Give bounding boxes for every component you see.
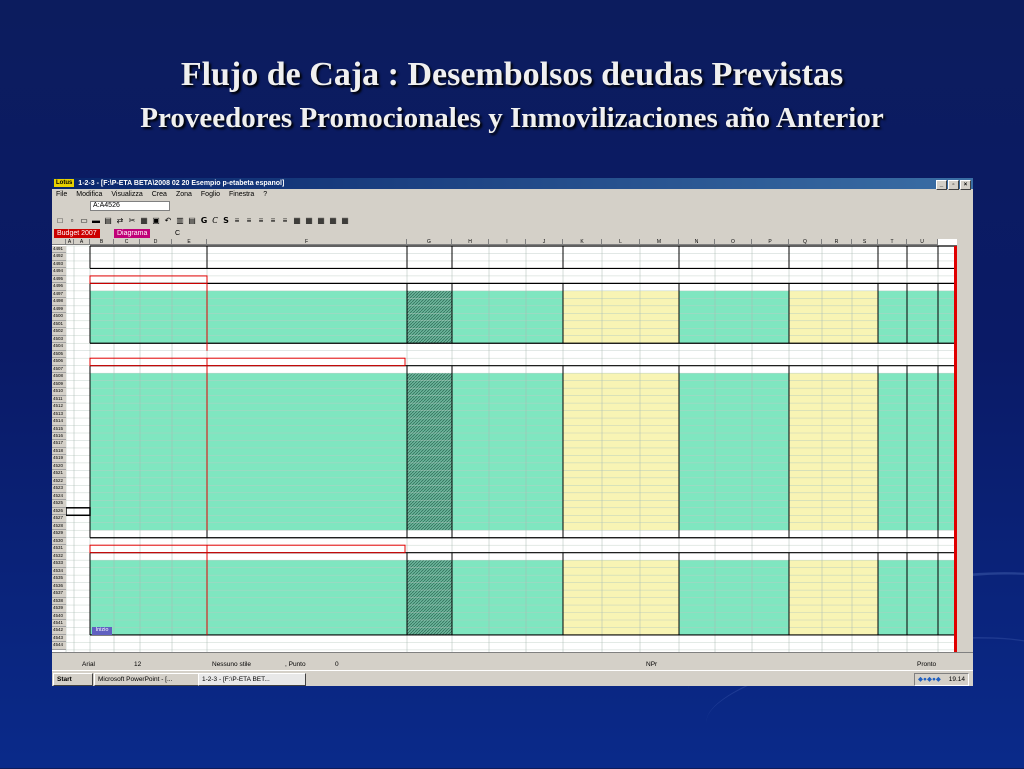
estado-hatched-cell bbox=[407, 328, 452, 335]
toolbar-button-icon[interactable]: ▦ bbox=[293, 216, 301, 225]
estado-hatched-cell bbox=[407, 418, 452, 425]
column-header[interactable]: O bbox=[715, 239, 752, 245]
quarter-highlight bbox=[563, 515, 679, 522]
row-header[interactable]: 4538 bbox=[52, 598, 66, 605]
start-button[interactable]: Start bbox=[53, 673, 93, 686]
quarter-highlight bbox=[789, 396, 878, 403]
status-size[interactable]: 12 bbox=[134, 661, 142, 668]
row-header[interactable]: 4541 bbox=[52, 620, 66, 627]
clock: 19.14 bbox=[948, 676, 965, 683]
row-header[interactable]: 4537 bbox=[52, 590, 66, 597]
quarter-highlight bbox=[789, 515, 878, 522]
estado-hatched-cell bbox=[407, 463, 452, 470]
row-header[interactable]: 4528 bbox=[52, 523, 66, 530]
row-header[interactable]: 4512 bbox=[52, 403, 66, 410]
quarter-highlight bbox=[789, 298, 878, 305]
estado-hatched-cell bbox=[407, 426, 452, 433]
column-header[interactable]: R bbox=[822, 239, 852, 245]
estado-hatched-cell bbox=[407, 568, 452, 575]
quarter-highlight bbox=[563, 313, 679, 320]
quarter-highlight bbox=[789, 560, 878, 567]
row-header[interactable]: 4500 bbox=[52, 313, 66, 320]
quarter-highlight bbox=[563, 396, 679, 403]
estado-hatched-cell bbox=[407, 627, 452, 634]
quarter-highlight bbox=[789, 485, 878, 492]
menu-item-1[interactable]: Modifica bbox=[76, 191, 103, 198]
column-header[interactable]: Q bbox=[789, 239, 822, 245]
quarter-highlight bbox=[563, 411, 679, 418]
sheet-tab-0[interactable]: Budget 2007 bbox=[54, 229, 100, 238]
row-header[interactable]: 4520 bbox=[52, 463, 66, 470]
selected-cell bbox=[66, 508, 90, 515]
row-header[interactable]: 4530 bbox=[52, 538, 66, 545]
column-header[interactable]: K bbox=[563, 239, 602, 245]
windows-taskbar bbox=[52, 670, 973, 686]
toolbar-button-icon[interactable]: ▭ bbox=[80, 216, 88, 225]
row-header[interactable]: 4539 bbox=[52, 605, 66, 612]
row-header[interactable]: 4497 bbox=[52, 291, 66, 298]
quarter-highlight bbox=[563, 328, 679, 335]
status-decimals[interactable]: 0 bbox=[335, 661, 339, 668]
system-tray bbox=[914, 673, 969, 686]
quarter-highlight bbox=[789, 373, 878, 380]
row-header[interactable]: 4513 bbox=[52, 411, 66, 418]
quarter-highlight bbox=[563, 523, 679, 530]
quarter-highlight bbox=[789, 620, 878, 627]
quarter-highlight bbox=[789, 568, 878, 575]
row-header[interactable]: 4510 bbox=[52, 388, 66, 395]
quarter-highlight bbox=[563, 298, 679, 305]
estado-hatched-cell bbox=[407, 613, 452, 620]
estado-hatched-cell bbox=[407, 388, 452, 395]
quarter-highlight bbox=[789, 575, 878, 582]
row-header[interactable]: 4518 bbox=[52, 448, 66, 455]
row-header[interactable]: 4491 bbox=[52, 246, 66, 253]
quarter-highlight bbox=[789, 478, 878, 485]
row-header[interactable]: 4499 bbox=[52, 306, 66, 313]
row-header[interactable]: 4501 bbox=[52, 321, 66, 328]
row-header[interactable]: 4524 bbox=[52, 493, 66, 500]
menu-item-7[interactable]: ? bbox=[263, 191, 268, 198]
vertical-scrollbar[interactable] bbox=[957, 239, 973, 652]
row-header[interactable]: 4492 bbox=[52, 253, 66, 260]
quarter-highlight bbox=[563, 500, 679, 507]
toolbar-button-icon[interactable]: ▦ bbox=[329, 216, 337, 225]
row-header[interactable]: 4529 bbox=[52, 530, 66, 537]
quarter-highlight bbox=[563, 426, 679, 433]
row-header[interactable]: 4523 bbox=[52, 485, 66, 492]
toolbar-button-icon[interactable]: 𝗚 bbox=[200, 216, 208, 225]
estado-hatched-cell bbox=[407, 575, 452, 582]
status-format[interactable]: , Punto bbox=[285, 661, 306, 668]
estado-hatched-cell bbox=[407, 485, 452, 492]
quarter-highlight bbox=[563, 388, 679, 395]
quarter-highlight bbox=[563, 470, 679, 477]
column-header[interactable]: F bbox=[207, 239, 407, 245]
quarter-highlight bbox=[563, 613, 679, 620]
row-header[interactable]: 4519 bbox=[52, 455, 66, 462]
quarter-highlight bbox=[789, 583, 878, 590]
toolbar-button-icon[interactable]: ▦ bbox=[140, 216, 148, 225]
row-header[interactable]: 4544 bbox=[52, 642, 66, 649]
quarter-highlight bbox=[563, 448, 679, 455]
taskbar-item-lotus[interactable]: 1-2-3 - [F:\P-ETA BET... bbox=[198, 673, 306, 686]
menu-item-4[interactable]: Zona bbox=[175, 191, 192, 198]
column-header[interactable]: B bbox=[90, 239, 114, 245]
quarter-highlight bbox=[789, 523, 878, 530]
estado-hatched-cell bbox=[407, 396, 452, 403]
row-header[interactable]: 4540 bbox=[52, 613, 66, 620]
row-header[interactable]: 4506 bbox=[52, 358, 66, 365]
estado-hatched-cell bbox=[407, 493, 452, 500]
toolbar-button-icon[interactable]: ≡ bbox=[234, 216, 240, 225]
quarter-highlight bbox=[789, 328, 878, 335]
row-header[interactable]: 4517 bbox=[52, 440, 66, 447]
menu-item-3[interactable]: Crea bbox=[151, 191, 167, 198]
toolbar-button-icon[interactable]: ▣ bbox=[152, 216, 160, 225]
select-all-corner[interactable] bbox=[52, 239, 66, 245]
quarter-highlight bbox=[789, 448, 878, 455]
column-header[interactable]: I bbox=[489, 239, 526, 245]
status-ready: Pronto bbox=[917, 661, 937, 668]
section-box bbox=[90, 276, 207, 283]
status-style[interactable]: Nessuno stile bbox=[212, 661, 252, 668]
quarter-highlight bbox=[563, 306, 679, 313]
sheet-tabs bbox=[52, 228, 973, 238]
lotus-123-window bbox=[52, 178, 973, 686]
column-header[interactable]: A bbox=[74, 239, 90, 245]
quarter-highlight bbox=[563, 433, 679, 440]
toolbar-button-icon[interactable]: ≡ bbox=[246, 216, 252, 225]
quarter-highlight bbox=[789, 433, 878, 440]
row-header[interactable]: 4493 bbox=[52, 261, 66, 268]
row-header[interactable]: 4508 bbox=[52, 373, 66, 380]
estado-hatched-cell bbox=[407, 381, 452, 388]
toolbar bbox=[52, 212, 973, 228]
quarter-highlight bbox=[563, 321, 679, 328]
toolbar-button-icon[interactable]: ▫ bbox=[70, 216, 74, 225]
quarter-highlight bbox=[789, 321, 878, 328]
column-header[interactable]: G bbox=[407, 239, 452, 245]
row-header[interactable]: 4504 bbox=[52, 343, 66, 350]
estado-hatched-cell bbox=[407, 433, 452, 440]
quarter-highlight bbox=[563, 605, 679, 612]
section-box bbox=[90, 358, 405, 365]
estado-hatched-cell bbox=[407, 306, 452, 313]
row-header[interactable]: 4516 bbox=[52, 433, 66, 440]
estado-hatched-cell bbox=[407, 298, 452, 305]
spreadsheet-grid[interactable] bbox=[52, 239, 957, 652]
toolbar-button-icon[interactable]: ▦ bbox=[317, 216, 325, 225]
quarter-highlight bbox=[789, 313, 878, 320]
quarter-highlight bbox=[789, 605, 878, 612]
estado-hatched-cell bbox=[407, 440, 452, 447]
quarter-highlight bbox=[563, 568, 679, 575]
row-header[interactable]: 4511 bbox=[52, 396, 66, 403]
quarter-highlight bbox=[789, 336, 878, 343]
minimize-icon[interactable]: _ bbox=[936, 180, 947, 190]
quarter-highlight bbox=[789, 306, 878, 313]
row-header[interactable]: 4495 bbox=[52, 276, 66, 283]
quarter-highlight bbox=[563, 418, 679, 425]
row-header[interactable]: 4496 bbox=[52, 283, 66, 290]
taskbar-item-powerpoint[interactable]: Microsoft PowerPoint - [... bbox=[94, 673, 202, 686]
row-header[interactable]: 4542 bbox=[52, 627, 66, 634]
toolbar-button-icon[interactable]: ▦ bbox=[305, 216, 313, 225]
address-bar bbox=[52, 200, 973, 211]
quarter-highlight bbox=[563, 590, 679, 597]
quarter-highlight bbox=[789, 500, 878, 507]
row-header[interactable]: 4535 bbox=[52, 575, 66, 582]
inizio-button[interactable]: Inizio bbox=[92, 627, 112, 634]
window-title: 1-2-3 - [F:\P-ETA BETA\2008 02 20 Esempio p-etabeta espanol] bbox=[78, 180, 285, 187]
menu-item-0[interactable]: File bbox=[56, 191, 68, 198]
cell-address-box[interactable]: A:A4526 bbox=[90, 201, 170, 211]
estado-hatched-cell bbox=[407, 523, 452, 530]
quarter-highlight bbox=[789, 493, 878, 500]
close-icon[interactable]: × bbox=[960, 180, 971, 190]
quarter-highlight bbox=[563, 455, 679, 462]
status-mode: NPr bbox=[646, 661, 658, 668]
column-header[interactable]: L bbox=[602, 239, 640, 245]
quarter-highlight bbox=[789, 411, 878, 418]
estado-hatched-cell bbox=[407, 455, 452, 462]
row-header[interactable]: 4514 bbox=[52, 418, 66, 425]
row-header[interactable]: 4533 bbox=[52, 560, 66, 567]
estado-hatched-cell bbox=[407, 478, 452, 485]
lotus-logo-icon: Lotus bbox=[56, 180, 73, 187]
estado-hatched-cell bbox=[407, 583, 452, 590]
toolbar-button-icon[interactable]: ▦ bbox=[341, 216, 349, 225]
row-header[interactable]: 4507 bbox=[52, 366, 66, 373]
quarter-highlight bbox=[789, 403, 878, 410]
quarter-highlight bbox=[563, 336, 679, 343]
quarter-highlight bbox=[789, 291, 878, 298]
row-header[interactable]: 4522 bbox=[52, 478, 66, 485]
quarter-highlight bbox=[563, 463, 679, 470]
quarter-highlight bbox=[563, 598, 679, 605]
toolbar-button-icon[interactable]: ▤ bbox=[104, 216, 112, 225]
menu-item-5[interactable]: Foglio bbox=[200, 191, 220, 198]
quarter-highlight bbox=[789, 590, 878, 597]
window-titlebar[interactable] bbox=[52, 178, 973, 189]
quarter-highlight bbox=[563, 381, 679, 388]
estado-hatched-cell bbox=[407, 508, 452, 515]
tray-icons: ◆●◆●◆ bbox=[918, 676, 941, 683]
row-header[interactable]: 4503 bbox=[52, 336, 66, 343]
slide-subtitle: Proveedores Promocionales y Inmovilizaciones año Anterior bbox=[140, 102, 884, 134]
slide-title: Flujo de Caja : Desembolsos deudas Previstas bbox=[180, 56, 844, 93]
row-header[interactable]: 4494 bbox=[52, 268, 66, 275]
column-header[interactable]: J bbox=[526, 239, 563, 245]
toolbar-button-icon[interactable]: ▤ bbox=[188, 216, 196, 225]
row-header[interactable]: 4527 bbox=[52, 515, 66, 522]
menu-item-2[interactable]: Visualizza bbox=[111, 191, 143, 198]
restore-icon[interactable]: ▫ bbox=[948, 180, 959, 190]
column-header[interactable]: A bbox=[66, 239, 74, 245]
estado-hatched-cell bbox=[407, 411, 452, 418]
row-header[interactable]: 4531 bbox=[52, 545, 66, 552]
toolbar-button-icon[interactable]: ⇄ bbox=[116, 216, 124, 225]
row-header[interactable]: 4525 bbox=[52, 500, 66, 507]
quarter-highlight bbox=[563, 485, 679, 492]
quarter-highlight bbox=[563, 373, 679, 380]
status-bar bbox=[52, 660, 973, 670]
estado-hatched-cell bbox=[407, 448, 452, 455]
toolbar-button-icon[interactable]: ≡ bbox=[258, 216, 264, 225]
quarter-highlight bbox=[789, 508, 878, 515]
quarter-highlight bbox=[563, 620, 679, 627]
quarter-highlight bbox=[563, 508, 679, 515]
row-header[interactable]: 4532 bbox=[52, 553, 66, 560]
toolbar-button-icon[interactable]: ▬ bbox=[92, 216, 100, 225]
quarter-highlight bbox=[563, 583, 679, 590]
estado-hatched-cell bbox=[407, 620, 452, 627]
quarter-highlight bbox=[789, 463, 878, 470]
column-header[interactable]: C bbox=[114, 239, 140, 245]
toolbar-button-icon[interactable]: ▥ bbox=[176, 216, 184, 225]
quarter-highlight bbox=[789, 470, 878, 477]
section-box bbox=[90, 545, 405, 552]
quarter-highlight bbox=[789, 388, 878, 395]
column-header[interactable]: E bbox=[172, 239, 207, 245]
quarter-highlight bbox=[563, 627, 679, 634]
quarter-highlight bbox=[789, 598, 878, 605]
row-header[interactable]: 4505 bbox=[52, 351, 66, 358]
toolbar-button-icon[interactable]: 𝘊 bbox=[212, 216, 218, 225]
row-header[interactable]: 4515 bbox=[52, 426, 66, 433]
estado-hatched-cell bbox=[407, 313, 452, 320]
estado-hatched-cell bbox=[407, 500, 452, 507]
quarter-highlight bbox=[563, 493, 679, 500]
estado-hatched-cell bbox=[407, 515, 452, 522]
row-header[interactable]: 4509 bbox=[52, 381, 66, 388]
column-header[interactable]: P bbox=[752, 239, 789, 245]
column-header[interactable]: T bbox=[878, 239, 907, 245]
quarter-highlight bbox=[789, 613, 878, 620]
menu-bar bbox=[52, 189, 973, 200]
quarter-highlight bbox=[789, 455, 878, 462]
estado-hatched-cell bbox=[407, 605, 452, 612]
row-header[interactable]: 4526 bbox=[52, 508, 66, 515]
menu-item-6[interactable]: Finestra bbox=[228, 191, 255, 198]
estado-hatched-cell bbox=[407, 598, 452, 605]
column-header[interactable]: N bbox=[679, 239, 715, 245]
row-header[interactable]: 4534 bbox=[52, 568, 66, 575]
toolbar-button-icon[interactable]: □ bbox=[57, 216, 63, 225]
column-header[interactable]: S bbox=[852, 239, 878, 245]
grid-drawing bbox=[52, 239, 957, 652]
toolbar-button-icon[interactable]: ↶ bbox=[164, 216, 172, 225]
quarter-highlight bbox=[789, 440, 878, 447]
quarter-highlight bbox=[563, 403, 679, 410]
estado-hatched-cell bbox=[407, 470, 452, 477]
quarter-highlight bbox=[789, 627, 878, 634]
toolbar-button-icon[interactable]: ✂ bbox=[128, 216, 136, 225]
toolbar-button-icon[interactable]: 𝗦 bbox=[223, 216, 229, 225]
quarter-highlight bbox=[563, 478, 679, 485]
column-header[interactable]: D bbox=[140, 239, 172, 245]
estado-hatched-cell bbox=[407, 336, 452, 343]
row-header[interactable]: 4543 bbox=[52, 635, 66, 642]
quarter-highlight bbox=[563, 291, 679, 298]
column-header[interactable]: U bbox=[907, 239, 938, 245]
quarter-highlight bbox=[563, 575, 679, 582]
row-header[interactable]: 4521 bbox=[52, 470, 66, 477]
sheet-tab-1[interactable]: Diagrama bbox=[114, 229, 150, 238]
quarter-highlight bbox=[789, 381, 878, 388]
quarter-highlight bbox=[789, 418, 878, 425]
estado-hatched-cell bbox=[407, 560, 452, 567]
estado-hatched-cell bbox=[407, 321, 452, 328]
estado-hatched-cell bbox=[407, 403, 452, 410]
estado-hatched-cell bbox=[407, 590, 452, 597]
quarter-highlight bbox=[789, 426, 878, 433]
column-header[interactable]: M bbox=[640, 239, 679, 245]
estado-hatched-cell bbox=[407, 291, 452, 298]
quarter-highlight bbox=[563, 560, 679, 567]
quarter-highlight bbox=[563, 440, 679, 447]
toolbar-button-icon[interactable]: ≡ bbox=[270, 216, 276, 225]
sheet-tab-2[interactable]: C bbox=[172, 229, 183, 238]
row-header[interactable]: 4502 bbox=[52, 328, 66, 335]
row-header[interactable]: 4498 bbox=[52, 298, 66, 305]
status-font[interactable]: Arial bbox=[82, 661, 96, 668]
estado-hatched-cell bbox=[407, 373, 452, 380]
row-header[interactable]: 4536 bbox=[52, 583, 66, 590]
column-header[interactable]: H bbox=[452, 239, 489, 245]
toolbar-button-icon[interactable]: ≡ bbox=[282, 216, 288, 225]
